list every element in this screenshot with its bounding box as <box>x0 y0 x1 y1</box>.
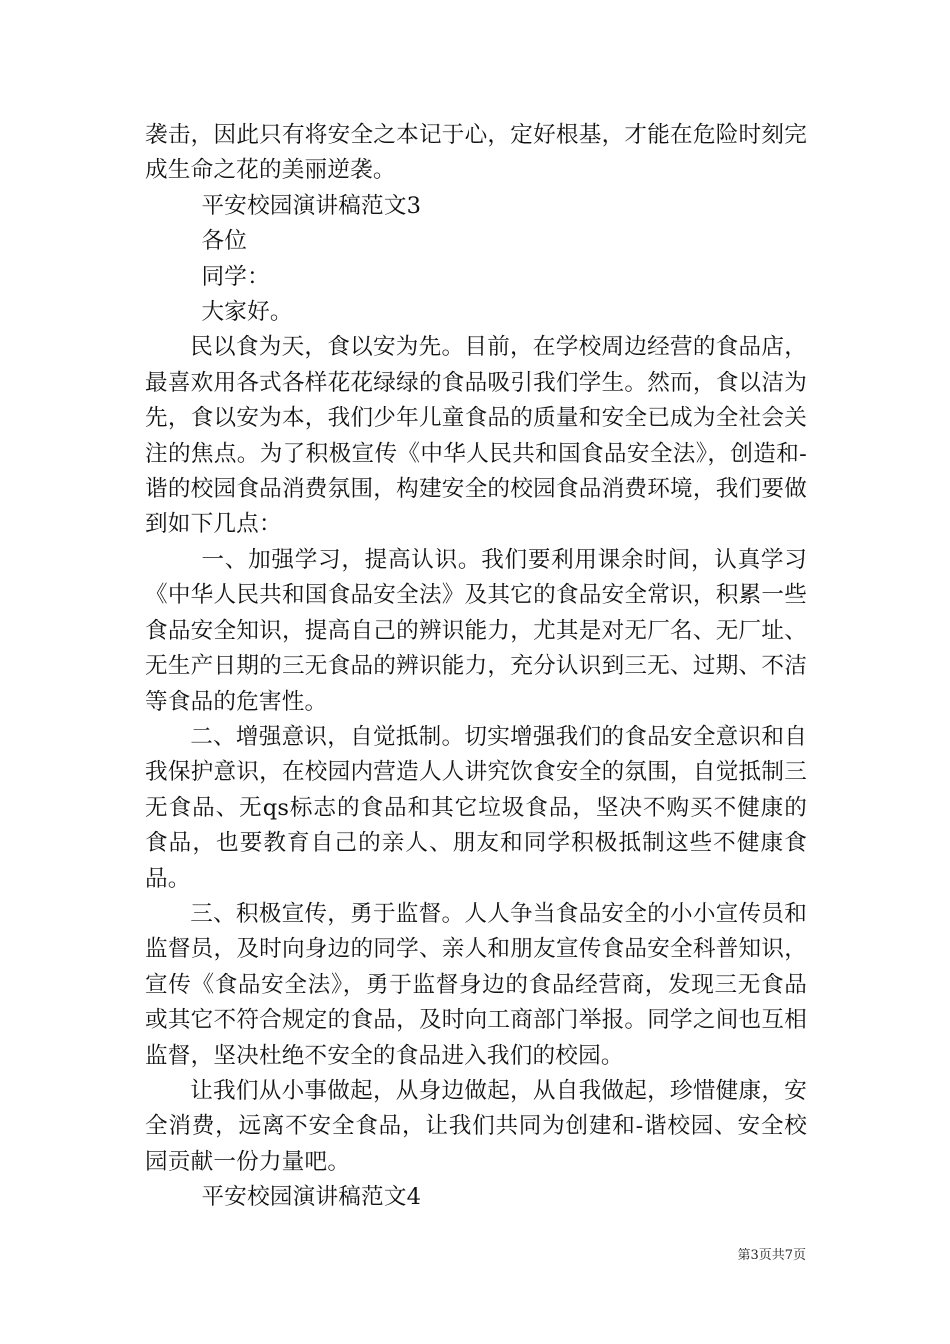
paragraph-point-2: 二、增强意识，自觉抵制。切实增强我们的食品安全意识和自我保护意识，在校园内营造人人讲究饮食安全的氛围，自觉抵制三无食品、无qs标志的食品和其它垃圾食品，坚决不购买不健康的食品，也要教育自己的亲人、朋友和同学积极抵制这些不健康食品。 <box>145 723 807 892</box>
page-number: 第3页共7页 <box>737 1248 806 1263</box>
paragraph-closing: 让我们从小事做起，从身边做起，从自我做起，珍惜健康，安全消费，远离不安全食品，让我们共同为创建和-谐校园、安全校园贡献一份力量吧。 <box>145 1077 807 1175</box>
section-heading-3: 平安校园演讲稿范文3 <box>201 192 422 219</box>
paragraph-continuation: 袭击，因此只有将安全之本记于心，定好根基，才能在危险时刻完成生命之花的美丽逆袭。 <box>145 122 807 184</box>
document-body <box>145 118 807 1216</box>
paragraph-point-3: 三、积极宣传，勇于监督。人人争当食品安全的小小宣传员和监督员，及时向身边的同学、亲人和朋友宣传食品安全科普知识，宣传《食品安全法》，勇于监督身边的食品经营商，发现三无食品或其它不符合规定的食品，及时向工商部门举报。同学之间也互相监督，坚决杜绝不安全的食品进入我们的校园。 <box>145 900 807 1069</box>
section-heading-4: 平安校园演讲稿范文4 <box>201 1184 422 1211</box>
salutation-line-1: 各位 <box>201 228 248 255</box>
paragraph-intro: 民以食为天，食以安为先。目前，在学校周边经营的食品店，最喜欢用各式各样花花绿绿的食品吸引我们学生。然而，食以洁为先，食以安为本，我们少年儿童食品的质量和安全已成为全社会关注的焦点。为了积极宣传《中华人民共和国食品安全法》，创造和-谐的校园食品消费氛围，构建安全的校园食品消费环境，我们要做到如下几点： <box>145 334 807 538</box>
salutation-line-2: 同学： <box>201 263 270 290</box>
paragraph-point-1: 一、加强学习，提高认识。我们要利用课余时间，认真学习《中华人民共和国食品安全法》及其它的食品安全常识，积累一些食品安全知识，提高自己的辨识能力，尤其是对无厂名、无厂址、无生产日期的三无食品的辨识能力，充分认识到三无、过期、不洁等食品的危害性。 <box>145 546 807 715</box>
greeting: 大家好。 <box>201 299 293 326</box>
